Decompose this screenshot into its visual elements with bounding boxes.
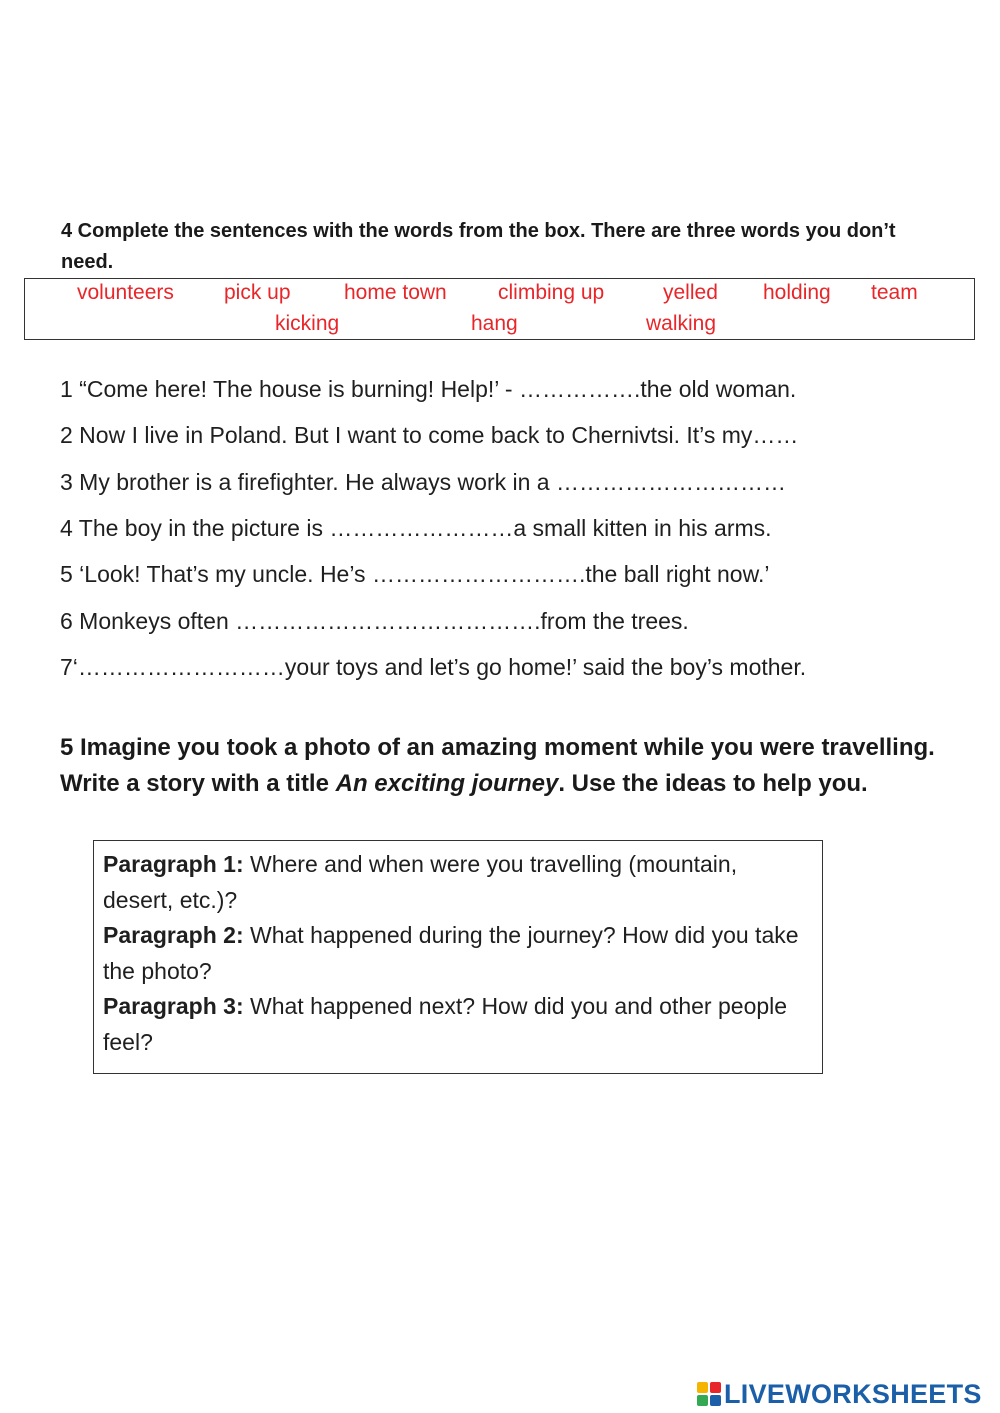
sentence-7: 7‘………………………your toys and let’s go home!’ said the boy’s mother. [60, 654, 807, 680]
paragraph-1-text: Where and when were you travelling (mountain, desert, etc.)? [103, 851, 738, 913]
exercise-5-instruction [60, 730, 960, 802]
word-hang: hang [471, 312, 518, 335]
word-kicking: kicking [275, 312, 340, 335]
sentence-2: 2 Now I live in Poland. But I want to come back to Chernivtsi. It’s my…… [60, 422, 799, 448]
word-home-town: home town [344, 281, 447, 304]
word-volunteers: volunteers [77, 281, 174, 304]
word-climbing-up: climbing up [498, 281, 605, 304]
liveworksheets-logo [697, 1377, 982, 1411]
paragraph-3-label: Paragraph 3: [103, 993, 244, 1019]
paragraph-2-label: Paragraph 2: [103, 922, 244, 948]
paragraph-3-text: What happened next? How did you and other people feel? [103, 993, 788, 1055]
word-pick-up: pick up [224, 281, 291, 304]
paragraph-1-label: Paragraph 1: [103, 851, 244, 877]
paragraph-2-text: What happened during the journey? How did you take the photo? [103, 922, 799, 984]
exercise-4-instruction: 4 Complete the sentences with the words from the box. There are three words you don’t need. [61, 220, 896, 273]
paragraph-1-idea [103, 847, 812, 918]
sentence-3: 3 My brother is a firefighter. He always work in a ………………………… [60, 469, 786, 495]
instruction-text: 5 Imagine you took a photo of an amazing moment while you were travelling. Write a story with a title [60, 734, 935, 797]
word-team: team [871, 281, 918, 304]
sentence-6: 6 Monkeys often ………………………………….from the trees. [60, 608, 689, 634]
story-title: An exciting journey [335, 770, 559, 797]
word-box [24, 278, 975, 340]
word-yelled: yelled [663, 281, 718, 304]
sentence-5: 5 ‘Look! That’s my uncle. He’s ……………………….the ball right now.’ [60, 561, 770, 587]
instruction-text-end: . Use the ideas to help you. [558, 770, 868, 797]
sentence-4: 4 The boy in the picture is ……………………a small kitten in his arms. [60, 515, 772, 541]
word-holding: holding [763, 281, 831, 304]
sentence-1: 1 “Come here! The house is burning! Help!’ - …………….the old woman. [60, 376, 797, 402]
word-walking: walking [646, 312, 717, 335]
paragraph-3-idea [103, 989, 812, 1060]
paragraph-ideas-box [93, 840, 823, 1074]
paragraph-2-idea [103, 918, 812, 989]
logo-text: LIVEWORKSHEETS [724, 1379, 982, 1409]
logo-icon [697, 1382, 721, 1406]
